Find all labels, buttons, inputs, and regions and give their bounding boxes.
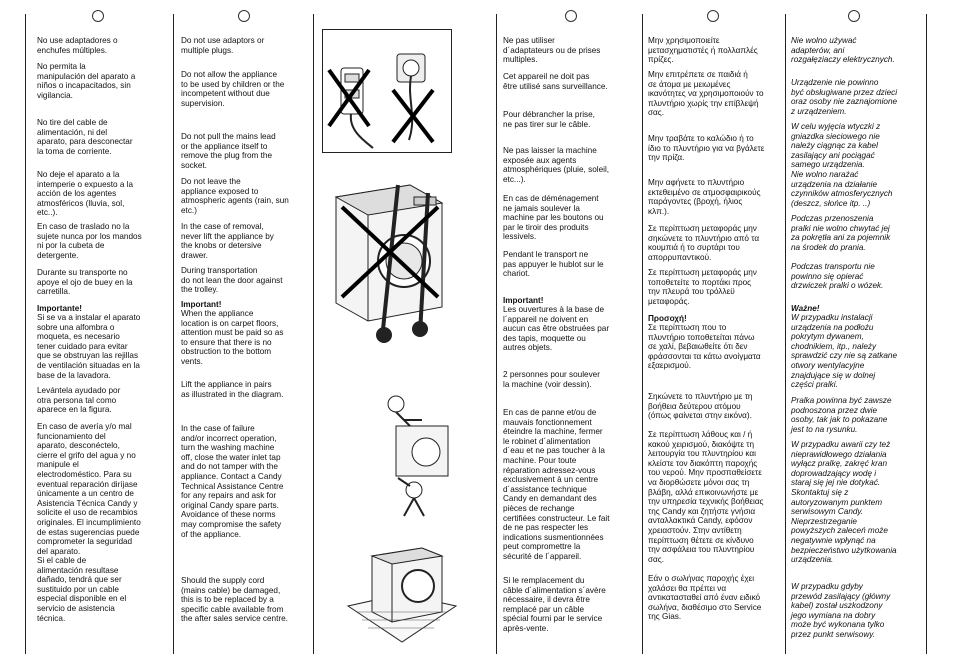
trolley-transport-illustration [322, 157, 450, 349]
en-paragraph-6: During transportation do not lean the door against the trolley. [181, 266, 283, 295]
fr-paragraph-6: Pendant le transport ne pas appuyer le hublot sur le chariot. [503, 250, 604, 279]
fr-paragraph-10: Si le remplacement du câble d´alimentation s´avère nécessaire, il devra être remplacé par un câble spécial fourni par le service après-vente. [503, 576, 606, 633]
en-paragraph-10: Should the supply cord (mains cable) be damaged, this is to be replaced by a specific cable available from the after sales service centre. [181, 576, 288, 624]
column-divider [25, 14, 26, 654]
column-divider [173, 14, 174, 654]
gr-paragraph-8: Σηκώνετε το πλυντήριο με τη βοήθεια δεύτερου ατόμου (όπως φαίνεται στην εικόνα). [648, 392, 753, 421]
es-paragraph-10: Si el cable de alimentación resultase dañado, tendrá que ser sustituido por un cable especial disponible en el servicio de asistencia técnica. [37, 556, 127, 623]
column-divider [926, 14, 927, 654]
pl-important-title: Ważne! [791, 304, 820, 313]
pl-paragraph-9: W przypadku awarii czy też nieprawidłowego działania wyłącz pralkę, zakręć kran doprowadzający wodę i staraj się jej nie dotykać. Skontaktuj się z autoryzowanym punktem serwisowym Candy. Nieprzestrzeganie powyższych zaleceń może negatywnie wpłynąć na bezpieczeństwo użytkowania urządzenia. [791, 440, 897, 565]
language-marker-circle [565, 10, 577, 22]
es-important-title: Importante! [37, 304, 83, 313]
language-marker-circle [848, 10, 860, 22]
en-paragraph-5: In the case of removal, never lift the appliance by the knobs or detersive drawer. [181, 222, 274, 260]
en-paragraph-1: Do not use adaptors or multiple plugs. [181, 36, 265, 55]
language-marker-circle [238, 10, 250, 22]
pl-paragraph-3: W celu wyjęcia wtyczki z gniazdka sieciowego nie należy ciągnąc za kabel zasilający ani pociągać samego urządzenia. [791, 122, 881, 170]
fr-paragraph-4: Ne pas laisser la machine exposée aux agents atmosphériques (pluie, soleil, etc...). [503, 146, 610, 184]
fr-paragraph-8: 2 personnes pour soulever la machine (voir dessin). [503, 370, 600, 389]
carpet-installation-illustration [342, 536, 460, 646]
language-marker-circle [707, 10, 719, 22]
es-paragraph-3: No tire del cable de alimentación, ni del aparato, para desconectar la toma de corriente. [37, 118, 133, 156]
fr-paragraph-5: En cas de déménagement ne jamais soulever la machine par les boutons ou par le tiroir des produits lessivels. [503, 194, 604, 242]
es-paragraph-9: En caso de avería y/o mal funcionamiento del aparato, desconéctelo, cierre el grifo del agua y no manipule el electrodoméstico. Para su eventual reparación diríjase únicamente a un centro de Asistencia Técnica Candy y solicite el uso de recambios originales. El incumplimiento de estas sugerencias puede comprometer la seguridad del aparato. [37, 422, 141, 556]
gr-important-title: Προσοχή! [648, 314, 687, 323]
gr-paragraph-3: Μην τραβάτε το καλώδιο ή το ίδιο το πλυντήριο για να βγάλετε την πρίζα. [648, 134, 765, 163]
pl-paragraph-5: Podczas przenoszenia pralki nie wolno chwytać jej za pokrętła ani za pojemnik na środek do prania. [791, 214, 891, 252]
en-paragraph-3: Do not pull the mains lead or the appliance itself to remove the plug from the socket. [181, 132, 276, 170]
column-divider [642, 14, 643, 654]
es-paragraph-1: No use adaptadores o enchufes múltiples. [37, 36, 118, 55]
fr-paragraph-3: Pour débrancher la prise, ne pas tirer sur le câble. [503, 110, 595, 129]
pl-paragraph-10: W przypadku gdyby przewód zasilający (główny kabel) został uszkodzony jego wymiana na dobry może być wykonana tylko przez punkt serwisowy. [791, 582, 891, 639]
en-paragraph-2: Do not allow the appliance to be used by children or the incompetent without due supervision. [181, 70, 285, 108]
fr-paragraph-7: Les ouvertures à la base de l´appareil ne doivent en aucun cas être obstruées par des tapis, moquette ou autres objets. [503, 305, 610, 353]
gr-paragraph-2: Μην επιτρέπετε σε παιδιά ή σε άτομα με μειωμένες ικανότητες να χρησιμοποιούν το πλυντήριο χωρίς την επίβλεψή σας. [648, 70, 764, 118]
fr-paragraph-1: Ne pas utiliser d´adaptateurs ou de prises multiples. [503, 36, 601, 65]
illustrations-column [314, 0, 496, 668]
pl-paragraph-1: Nie wolno używać adapterów, ani rozgałęziaczy elektrycznych. [791, 36, 895, 65]
en-paragraph-7: When the appliance location is on carpet floors, attention must be paid so as to ensure that there is no obstruction to the bottom vents. [181, 309, 284, 366]
pl-paragraph-4: Nie wolno narażać urządzenia na działanie czynników atmosferycznych (deszcz, słońce itp. ..) [791, 170, 893, 208]
en-important-title: Important! [181, 300, 222, 309]
multiple-plug-illustration [322, 29, 452, 153]
gr-paragraph-6: Σε περίπτωση μεταφοράς μην τοποθετείτε το πορτάκι προς την πλευρά του τρόλλεϋ μεταφοράς. [648, 268, 757, 306]
es-paragraph-2: No permita la manipulación del aparato a niños o incapacitados, sin vigilancia. [37, 62, 136, 100]
es-paragraph-6: Durante su transporte no apoye el ojo de buey en la carretilla. [37, 268, 133, 297]
pl-paragraph-8: Pralka powinna być zawsze podnoszona przez dwie osoby, tak jak to pokazane jest to na rysunku. [791, 396, 892, 434]
gr-paragraph-5: Σε περίπτωση μεταφοράς μην σηκώνετε το πλυντήριο από τα κουμπιά ή το συρτάρι του απορρυπαντικού. [648, 224, 760, 262]
fr-paragraph-2: Cet appareil ne doit pas être utilisé sans surveillance. [503, 72, 608, 91]
column-divider [785, 14, 786, 654]
fr-paragraph-9: En cas de panne et/ou de mauvais fonctionnement éteindre la machine, fermer le robinet d´alimentation d´eau et ne pas toucher à la machine. Pour toute réparation adressez-vous exclusivement à un centre d´assistance technique Candy en demandant des pièces de rechange certifiées constructeur. Le fait de ne pas respecter les indications susmentionnées peut compromettre la sécurité de l´appareil. [503, 408, 610, 561]
es-paragraph-4: No deje el aparato a la intemperie o expuesto a la acción de los agentes atmosféricos (lluvia, sol, etc..). [37, 170, 134, 218]
language-marker-circle [92, 10, 104, 22]
en-paragraph-8: Lift the appliance in pairs as illustrated in the diagram. [181, 380, 284, 399]
gr-paragraph-4: Μην αφήνετε το πλυντήριο εκτεθειμένο σε ατμοσφαιρικούς παράγοντες (βροχή, ήλιος κλπ.). [648, 178, 761, 216]
es-paragraph-5: En caso de traslado no la sujete nunca por los mandos ni por la cubeta de detergente. [37, 222, 142, 260]
fr-important-title: Important! [503, 296, 544, 305]
es-paragraph-8: Levántela ayudado por otra persona tal como aparece en la figura. [37, 386, 121, 415]
gr-paragraph-7: Σε περίπτωση που το πλυντήριο τοποθετείται πάνω σε χαλί, βεβαιωθείτε ότι δεν φράσσονται τα κάτω ανοίγματα εξαερισμού. [648, 323, 761, 371]
pl-paragraph-7: W przypadku instalacji urządzenia na podłożu pokrytym dywanem, chodnikiem, itp., należy sprawdzić czy nie są zatkane otwory wentylacyjne znajdujące się w dolnej części pralki. [791, 313, 898, 390]
en-paragraph-9: In the case of failure and/or incorrect operation, turn the washing machine off, close the water inlet tap and do not tamper with the appliance. Contact a Candy Technical Assistance Centre for any repairs and ask for original Candy spare parts. Avoidance of these norms may compromise the safety of the appliance. [181, 424, 284, 539]
gr-paragraph-10: Εάν ο σωλήνας παροχής έχει χαλάσει θα πρέπει να αντικατασταθεί από έναν ειδικό σωλήνα, διαθέσιμο στο Service της Gias. [648, 574, 762, 622]
pl-paragraph-6: Podczas transportu nie powinno się opierać drzwiczek pralki o wózek. [791, 262, 884, 291]
column-divider [496, 14, 497, 654]
gr-paragraph-1: Μην χρησιμοποιείτε μετασχηματιστές ή πολλαπλές πρίζες. [648, 36, 758, 65]
two-person-lift-illustration [374, 390, 464, 520]
pl-paragraph-2: Urządzenie nie powinno być obsługiwane przez dzieci oraz osoby nie zaznajomione z urządzeniem. [791, 78, 898, 116]
es-paragraph-7: Si se va a instalar el aparato sobre una alfombra o moqueta, es necesario tener cuidado para evitar que se obstruyan las rejillas de ventilación situadas en la base de la lavadora. [37, 313, 141, 380]
gr-paragraph-9: Σε περίπτωση λάθους και / ή κακού χειρισμού, διακόψτε τη λειτουργία του πλυντηρίου και κλείστε τον διακόπτη παροχής του νερού. Μην προσπαθείσετε να διορθώσετε μόνοι σας τη βλάβη, αλλά επικοινωνήστε με την υπηρεσία τεχνικής βοήθειας της Candy και ζητήστε γνήσια ανταλλακτικά Candy, εφόσον χρειαστούν. Στην αντίθετη περίπτωση θέτετε σε κίνδυνο την ασφάλεια του πλυντηρίου σας. [648, 430, 764, 564]
en-paragraph-4: Do not leave the appliance exposed to atmospheric agents (rain, sun etc.) [181, 177, 289, 215]
